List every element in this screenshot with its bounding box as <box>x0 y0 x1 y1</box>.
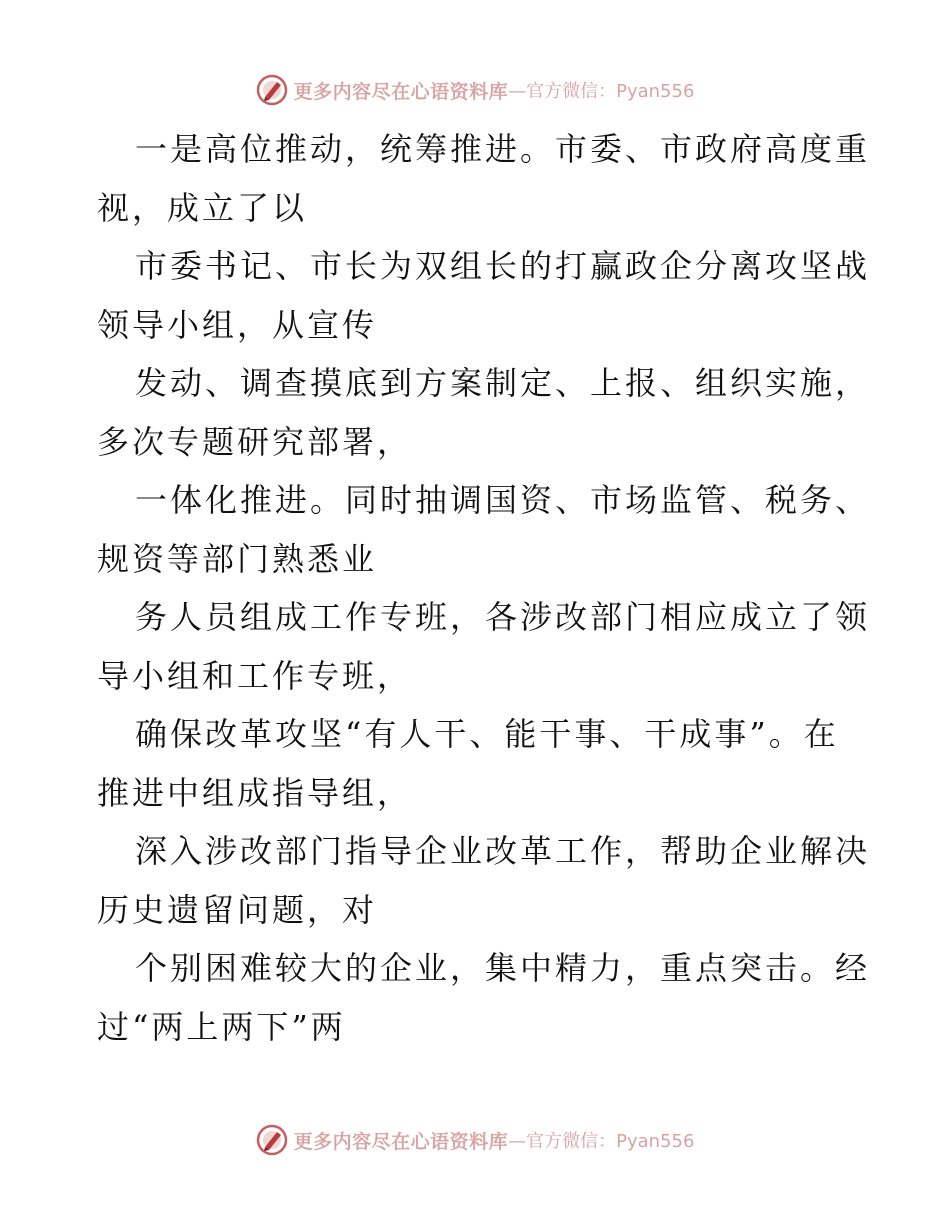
paragraph-line: 视，成立了以 <box>97 188 308 227</box>
banner-contact: —官方微信：Pyan556 <box>508 81 695 102</box>
pen-logo-icon <box>256 74 288 106</box>
paragraph-line: 深入涉改部门指导企业改革工作，帮助企业解决 <box>135 832 871 870</box>
header-banner <box>0 70 950 110</box>
paragraph-line: 过“两上两下”两 <box>97 1007 346 1046</box>
banner-contact: —官方微信：Pyan556 <box>508 1131 695 1152</box>
paragraph-line: 规资等部门熟悉业 <box>97 539 378 578</box>
banner-title: 更多内容尽在心语资料库 <box>293 1130 509 1153</box>
paragraph-line: 一是高位推动，统筹推进。市委、市政府高度重 <box>135 130 871 168</box>
pen-logo-icon <box>256 1124 288 1156</box>
paragraph-line: 务人员组成工作专班，各涉改部门相应成立了领 <box>135 598 871 636</box>
paragraph-line: 导小组和工作专班， <box>97 656 413 695</box>
paragraph-line: 确保改革攻坚“有人干、能干事、干成事”。在 <box>135 715 839 753</box>
paragraph-line: 市委书记、市长为双组长的打赢政企分离攻坚战 <box>135 247 871 285</box>
document-body <box>97 120 871 1056</box>
footer-banner <box>0 1120 950 1160</box>
paragraph-line: 发动、调查摸底到方案制定、上报、组织实施， <box>135 364 871 402</box>
banner-title: 更多内容尽在心语资料库 <box>293 80 509 103</box>
paragraph-line: 一体化推进。同时抽调国资、市场监管、税务、 <box>135 481 871 519</box>
paragraph-line: 个别困难较大的企业，集中精力，重点突击。经 <box>135 949 871 987</box>
paragraph-line: 多次专题研究部署， <box>97 422 413 461</box>
paragraph-line: 领导小组，从宣传 <box>97 305 378 344</box>
paragraph-line: 历史遗留问题，对 <box>97 890 378 929</box>
paragraph-line: 推进中组成指导组， <box>97 773 413 812</box>
